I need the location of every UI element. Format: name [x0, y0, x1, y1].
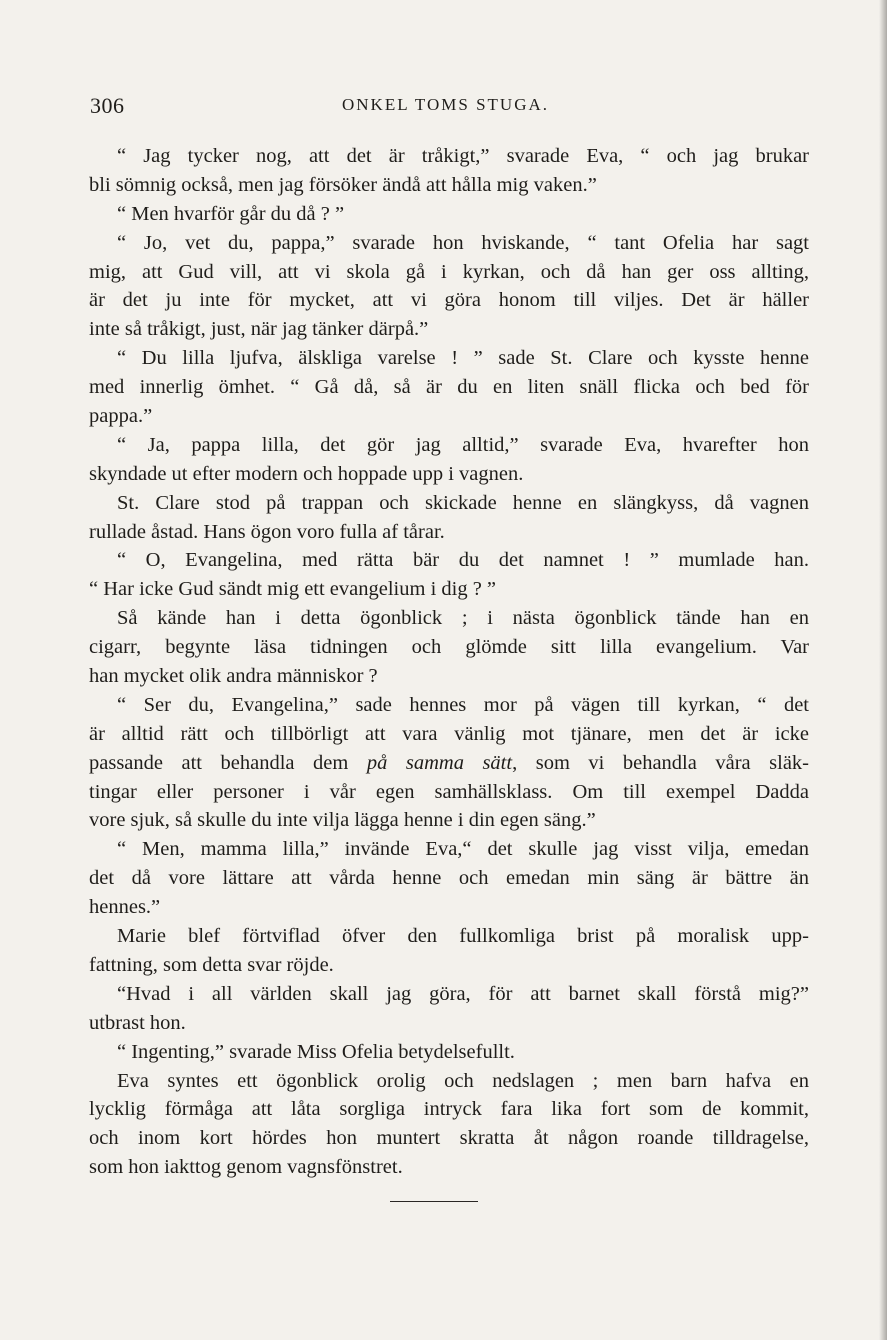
text-line: bli sömnig också, men jag försöker ändå att hålla mig vaken.”	[89, 173, 597, 196]
text-line: “Hvad i all världen skall jag göra, för att barnet skall förstå mig?”	[117, 982, 809, 1005]
text-line: “ Jag tycker nog, att det är tråkigt,” svarade Eva, “ och jag brukar	[117, 145, 809, 167]
body-text	[89, 142, 809, 1182]
text-line: “ Men, mamma lilla,” invände Eva,“ det skulle jag visst vilja, emedan	[117, 838, 809, 861]
text-line: utbrast hon.	[89, 1011, 186, 1034]
text-line: Eva syntes ett ögonblick orolig och nedslagen ; men barn hafva en	[117, 1069, 809, 1092]
text-line: han mycket olik andra människor ?	[89, 665, 378, 688]
text-line: “ Men hvarför går du då ? ”	[117, 202, 345, 225]
text-line: “ Jo, vet du, pappa,” svarade hon hviskande, “ tant Ofelia har sagt	[117, 231, 809, 254]
text-line: vore sjuk, så skulle du inte vilja lägga henne i din egen säng.”	[89, 809, 596, 832]
text-line: rullade åstad. Hans ögon voro fulla af tårar.	[89, 520, 445, 543]
text-line: “ O, Evangelina, med rätta bär du det namnet ! ” mumlade han.	[117, 549, 809, 572]
text-line: “ Ingenting,” svarade Miss Ofelia betydelsefullt.	[117, 1040, 515, 1063]
text-line: “ Ser du, Evangelina,” sade hennes mor på vägen till kyrkan, “ det	[117, 693, 809, 716]
text-line: hennes.”	[89, 896, 161, 919]
section-end-rule	[390, 1201, 478, 1202]
text-line: passande att behandla dem på samma sätt, som vi behandla våra släk-	[89, 751, 809, 774]
text-line: skyndade ut efter modern och hoppade upp i vagnen.	[89, 462, 524, 485]
text-line: “ Du lilla ljufva, älskliga varelse ! ” sade St. Clare och kysste henne	[117, 347, 809, 370]
page-edge-shadow	[879, 0, 887, 1340]
text-line: St. Clare stod på trappan och skickade henne en slängkyss, då vagnen	[117, 491, 809, 514]
text-line: “ Ja, pappa lilla, det gör jag alltid,” svarade Eva, hvarefter hon	[117, 433, 809, 456]
italic-phrase: på samma sätt	[366, 751, 513, 774]
text-line: tingar eller personer i vår egen samhällsklass. Om till exempel Dadda	[89, 780, 809, 803]
text-line: det då vore lättare att vårda henne och emedan min säng är bättre än	[89, 867, 809, 890]
text-line: inte så tråkigt, just, när jag tänker därpå.”	[89, 318, 429, 341]
text-line: med innerlig ömhet. “ Gå då, så är du en liten snäll flicka och bed för	[89, 376, 809, 399]
page-number: 306	[90, 93, 125, 118]
running-title: ONKEL TOMS STUGA.	[342, 95, 550, 114]
text-line: Marie blef förtviflad öfver den fullkomliga brist på moralisk upp-	[117, 925, 809, 948]
text-line: är det ju inte för mycket, att vi göra honom till viljes. Det är häller	[89, 289, 809, 312]
text-line: “ Har icke Gud sändt mig ett evangelium i dig ? ”	[89, 578, 497, 601]
text-line: fattning, som detta svar röjde.	[89, 953, 334, 976]
text-line: som hon iakttog genom vagnsfönstret.	[89, 1156, 403, 1179]
text-line: och inom kort hördes hon muntert skratta åt någon roande tilldragelse,	[89, 1127, 809, 1150]
text-line: mig, att Gud vill, att vi skola gå i kyrkan, och då han ger oss allting,	[89, 260, 809, 283]
page-header	[90, 93, 810, 119]
text-line: är alltid rätt och tillbörligt att vara vänlig mot tjänare, men det är icke	[89, 722, 809, 745]
text-line: Så kände han i detta ögonblick ; i nästa ögonblick tände han en	[117, 607, 809, 630]
text-line: lycklig förmåga att låta sorgliga intryck fara lika fort som de kommit,	[89, 1098, 809, 1121]
text-line: pappa.”	[89, 405, 153, 428]
text-line: cigarr, begynte läsa tidningen och glömde sitt lilla evangelium. Var	[89, 636, 809, 659]
